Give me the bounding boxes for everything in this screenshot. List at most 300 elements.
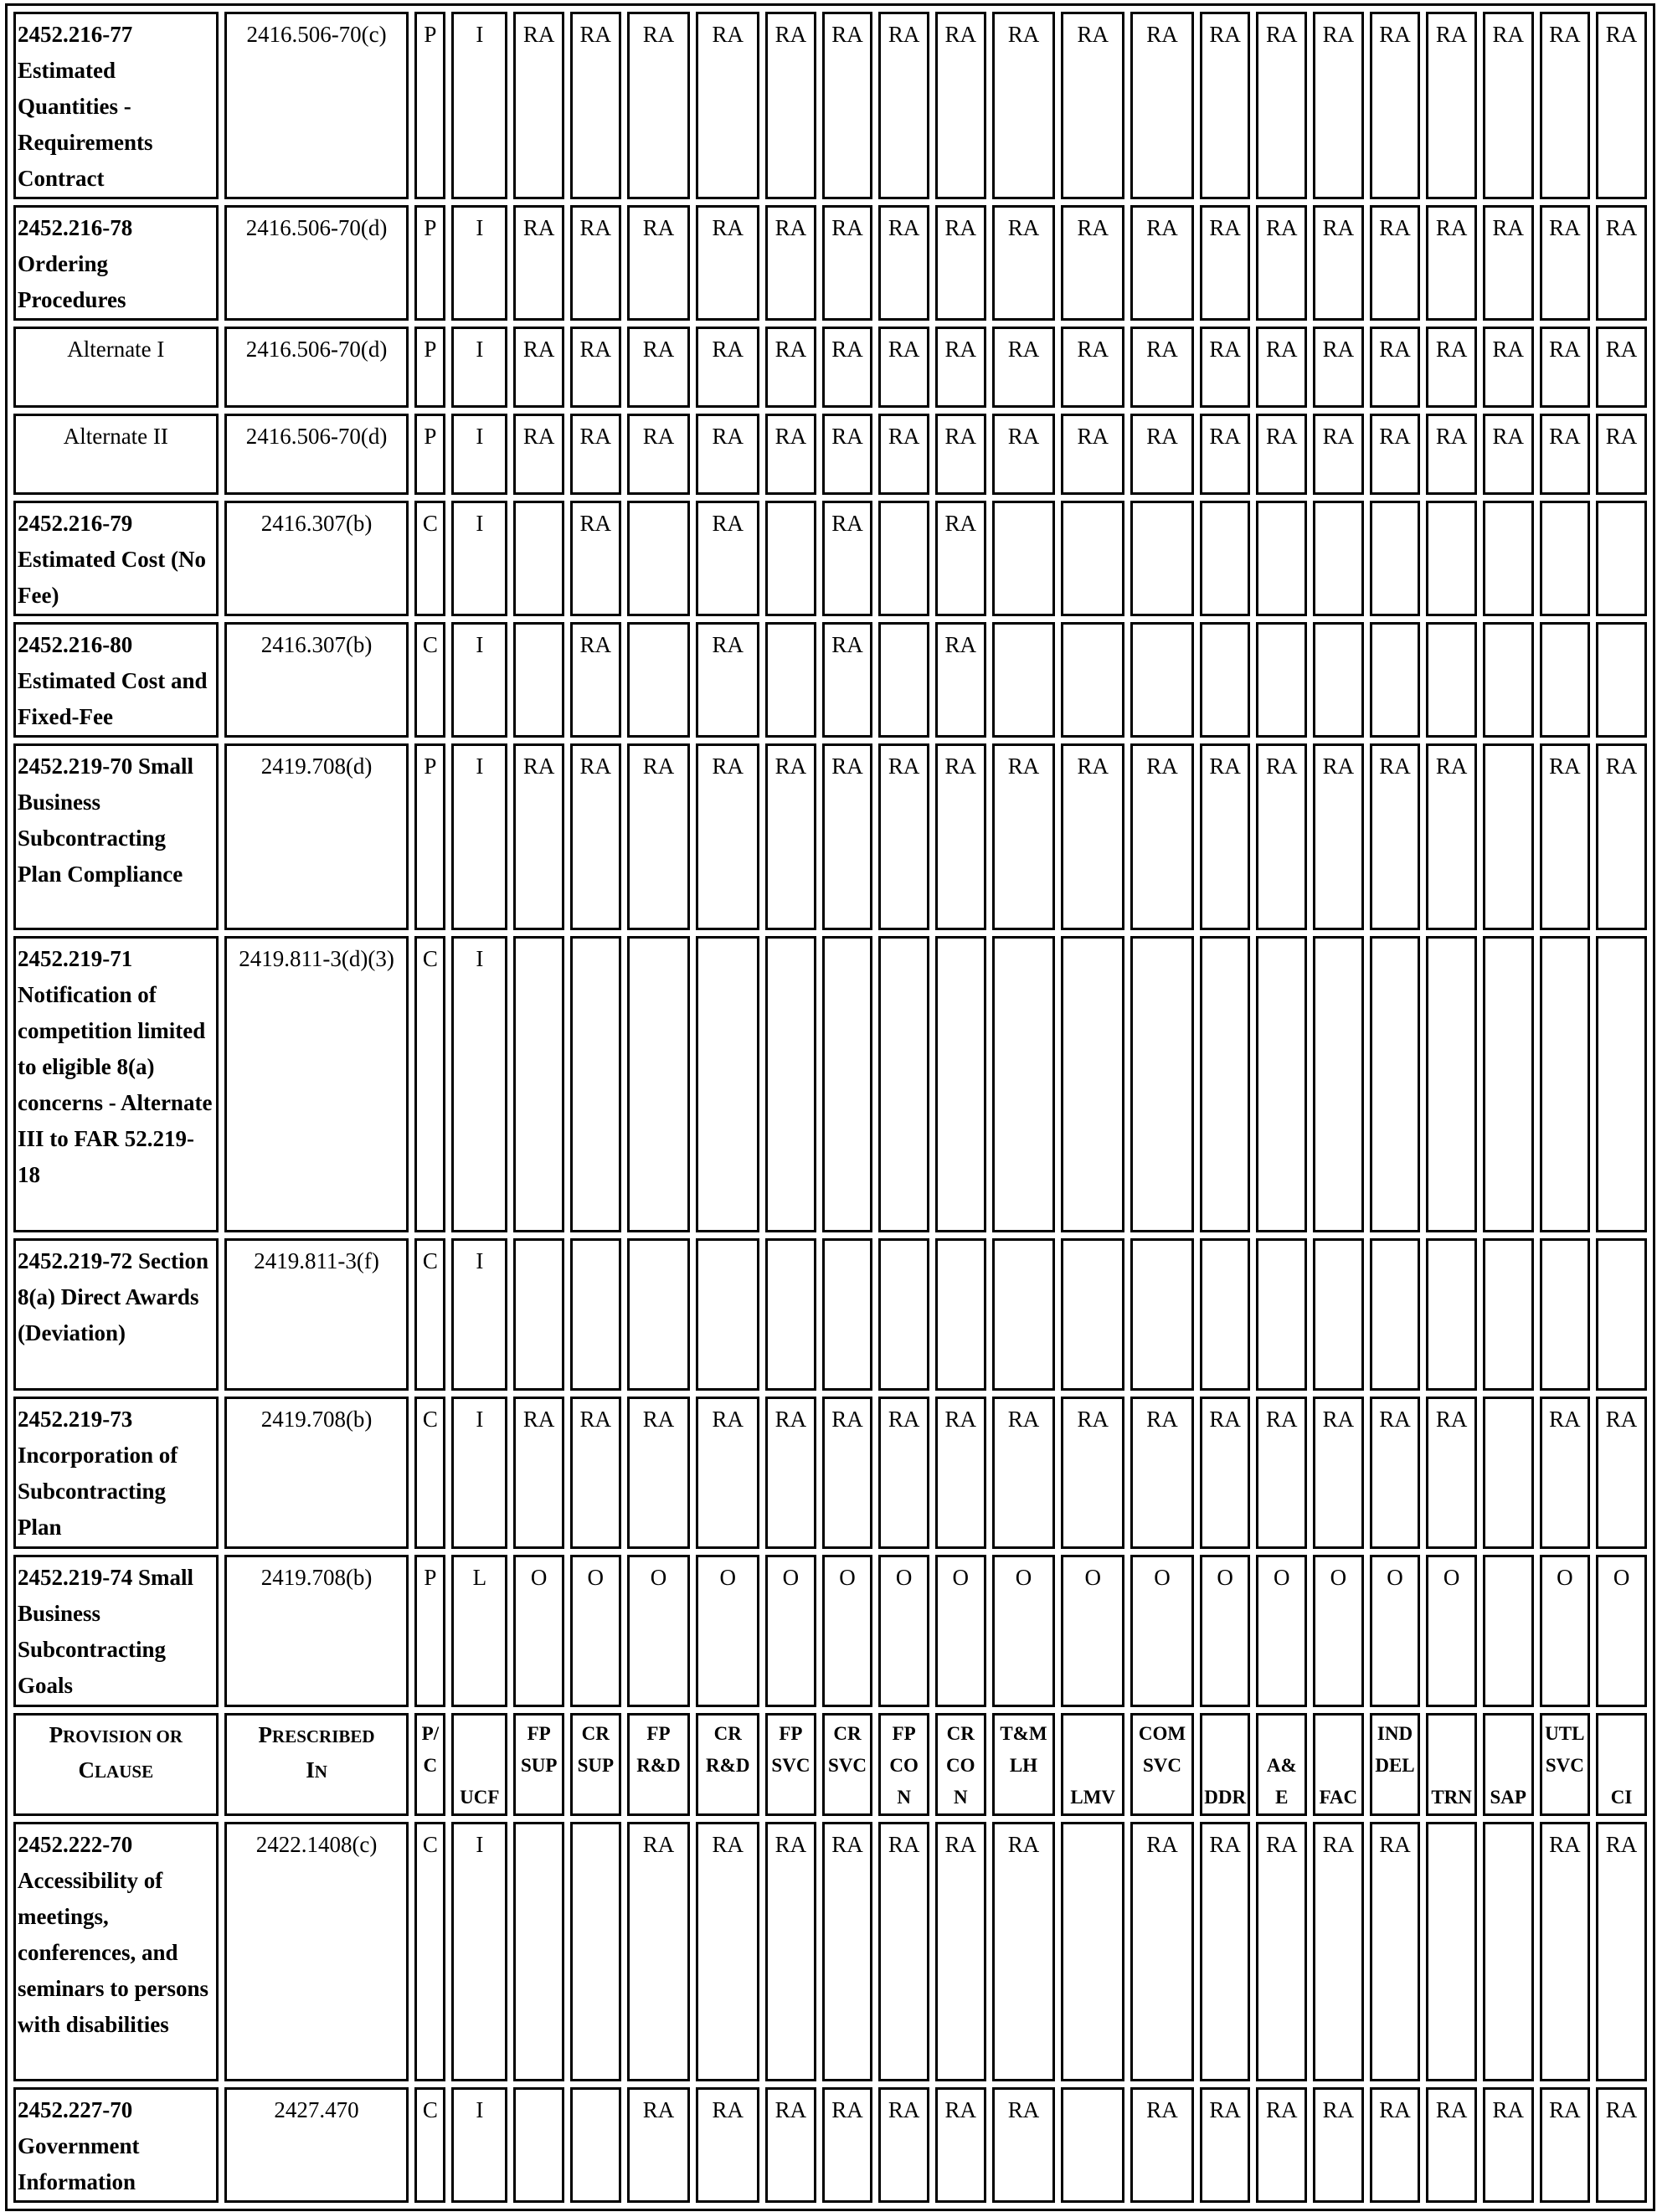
applicability-cell: RA: [1370, 12, 1421, 199]
applicability-cell: RA: [935, 1397, 986, 1549]
applicability-cell: RA: [765, 1822, 816, 2081]
header-provision-or-clause: PROVISION OR CLAUSE: [13, 1713, 219, 1816]
clause-row: [13, 1822, 1647, 2081]
clause-title: Section 8(a) Direct Awards (Deviation): [18, 1248, 208, 1345]
applicability-cell: RA: [1061, 414, 1124, 495]
applicability-cell: RA: [696, 501, 759, 616]
applicability-cell: RA: [822, 622, 873, 738]
clause-number: 2452.216-79: [18, 511, 133, 536]
header-tm-lh: T&M LH: [992, 1713, 1056, 1816]
applicability-cell: [1426, 1822, 1477, 2081]
prescribed-in-cell: 2416.506-70(d): [224, 205, 409, 321]
applicability-cell: RA: [1200, 414, 1251, 495]
applicability-cell: RA: [570, 1397, 621, 1549]
applicability-cell: RA: [935, 2087, 986, 2203]
applicability-cell: [1130, 501, 1194, 616]
applicability-cell: RA: [627, 743, 691, 930]
clause-number: 2452.222-70: [18, 1832, 133, 1857]
clause-row: [13, 936, 1647, 1232]
clause-row: [13, 12, 1647, 199]
clause-number: 2452.219-70: [18, 754, 133, 779]
applicability-cell: [513, 501, 564, 616]
header-cr-svc: CR SVC: [822, 1713, 873, 1816]
applicability-cell: [1256, 936, 1307, 1232]
applicability-cell: RA: [1061, 743, 1124, 930]
applicability-cell: RA: [1596, 414, 1647, 495]
applicability-cell: [1540, 936, 1591, 1232]
applicability-cell: RA: [935, 414, 986, 495]
header-sap: SAP: [1483, 1713, 1534, 1816]
clause-title: Notification of competition limited to eligible 8(a) concerns - Alternate III to FAR 52.219-18: [18, 982, 213, 1187]
applicability-cell: RA: [627, 2087, 691, 2203]
pc-cell: P: [414, 205, 445, 321]
clause-number: 2452.227-70: [18, 2097, 133, 2122]
applicability-cell: [1061, 1238, 1124, 1391]
clause-number: 2452.216-80: [18, 632, 133, 657]
applicability-cell: RA: [1313, 12, 1364, 199]
applicability-cell: RA: [513, 414, 564, 495]
applicability-cell: RA: [1200, 1397, 1251, 1549]
prescribed-in-cell: 2419.811-3(d)(3): [224, 936, 409, 1232]
applicability-cell: O: [992, 1555, 1056, 1707]
applicability-cell: RA: [570, 205, 621, 321]
applicability-cell: RA: [1256, 327, 1307, 408]
applicability-cell: RA: [765, 2087, 816, 2203]
applicability-cell: RA: [696, 2087, 759, 2203]
applicability-cell: [822, 936, 873, 1232]
clause-row: [13, 2087, 1647, 2203]
header-ae: A&E: [1256, 1713, 1307, 1816]
applicability-cell: RA: [1426, 743, 1477, 930]
applicability-cell: RA: [1061, 12, 1124, 199]
applicability-cell: [1483, 1238, 1534, 1391]
clause-cell: [13, 1238, 219, 1391]
applicability-cell: [992, 936, 1056, 1232]
ucf-cell: I: [451, 743, 507, 930]
applicability-cell: RA: [570, 414, 621, 495]
applicability-cell: [1426, 1238, 1477, 1391]
applicability-cell: RA: [935, 12, 986, 199]
applicability-cell: RA: [1370, 414, 1421, 495]
prescribed-in-cell: 2416.307(b): [224, 501, 409, 616]
applicability-cell: RA: [1200, 743, 1251, 930]
applicability-cell: RA: [1540, 327, 1591, 408]
prescribed-in-cell: 2422.1408(c): [224, 1822, 409, 2081]
applicability-cell: [1483, 501, 1534, 616]
prescribed-in-cell: 2419.708(d): [224, 743, 409, 930]
header-ddr: DDR: [1200, 1713, 1251, 1816]
clause-row: [13, 622, 1647, 738]
applicability-cell: [765, 501, 816, 616]
prescribed-in-cell: 2419.708(b): [224, 1397, 409, 1549]
applicability-cell: RA: [1130, 2087, 1194, 2203]
applicability-cell: RA: [696, 1822, 759, 2081]
applicability-cell: O: [878, 1555, 929, 1707]
applicability-cell: RA: [935, 205, 986, 321]
applicability-cell: RA: [627, 1397, 691, 1549]
applicability-cell: RA: [822, 2087, 873, 2203]
applicability-cell: RA: [935, 501, 986, 616]
applicability-cell: RA: [1426, 414, 1477, 495]
pc-cell: C: [414, 2087, 445, 2203]
header-ci: CI: [1596, 1713, 1647, 1816]
applicability-cell: [1483, 743, 1534, 930]
applicability-cell: RA: [1540, 2087, 1591, 2203]
applicability-cell: [1540, 622, 1591, 738]
applicability-cell: RA: [992, 743, 1056, 930]
applicability-cell: [935, 1238, 986, 1391]
applicability-cell: RA: [1256, 2087, 1307, 2203]
applicability-cell: RA: [1540, 205, 1591, 321]
applicability-cell: O: [1061, 1555, 1124, 1707]
applicability-cell: RA: [1256, 1397, 1307, 1549]
ucf-cell: I: [451, 2087, 507, 2203]
applicability-cell: RA: [1596, 1822, 1647, 2081]
clause-cell: [13, 501, 219, 616]
applicability-cell: O: [1596, 1555, 1647, 1707]
applicability-cell: RA: [513, 327, 564, 408]
applicability-cell: RA: [1061, 205, 1124, 321]
applicability-cell: [1483, 1822, 1534, 2081]
applicability-cell: RA: [1200, 12, 1251, 199]
clause-cell: [13, 1822, 219, 2081]
applicability-cell: [570, 1238, 621, 1391]
applicability-cell: RA: [1313, 205, 1364, 321]
applicability-cell: O: [696, 1555, 759, 1707]
clause-row: [13, 1238, 1647, 1391]
applicability-cell: [1370, 501, 1421, 616]
applicability-cell: RA: [1596, 205, 1647, 321]
applicability-cell: [1130, 622, 1194, 738]
header-ind-del: IND DEL: [1370, 1713, 1421, 1816]
header-fac: FAC: [1313, 1713, 1364, 1816]
applicability-cell: [1596, 1238, 1647, 1391]
applicability-cell: RA: [1130, 205, 1194, 321]
applicability-cell: [1061, 1822, 1124, 2081]
clause-number: 2452.216-77: [18, 22, 133, 47]
clause-cell: [13, 1397, 219, 1549]
applicability-cell: RA: [1540, 743, 1591, 930]
applicability-cell: RA: [1483, 12, 1534, 199]
applicability-cell: RA: [1596, 2087, 1647, 2203]
applicability-cell: RA: [1130, 1822, 1194, 2081]
applicability-cell: RA: [1426, 2087, 1477, 2203]
applicability-cell: RA: [1540, 1822, 1591, 2081]
applicability-cell: [1200, 622, 1251, 738]
clause-number: Alternate II: [63, 424, 168, 449]
clause-title: Estimated Cost (No Fee): [18, 547, 206, 608]
applicability-cell: O: [935, 1555, 986, 1707]
applicability-cell: RA: [1313, 1822, 1364, 2081]
applicability-cell: RA: [570, 12, 621, 199]
applicability-cell: RA: [935, 1822, 986, 2081]
prescribed-in-cell: 2419.811-3(f): [224, 1238, 409, 1391]
applicability-cell: [765, 936, 816, 1232]
applicability-cell: RA: [1426, 1397, 1477, 1549]
header-cr-sup: CR SUP: [570, 1713, 621, 1816]
applicability-cell: [1313, 1238, 1364, 1391]
applicability-cell: RA: [627, 414, 691, 495]
applicability-cell: [696, 936, 759, 1232]
applicability-cell: [1061, 501, 1124, 616]
applicability-cell: RA: [570, 622, 621, 738]
applicability-cell: RA: [1130, 743, 1194, 930]
header-fp-svc: FP SVC: [765, 1713, 816, 1816]
ucf-cell: L: [451, 1555, 507, 1707]
applicability-cell: O: [570, 1555, 621, 1707]
applicability-cell: [1313, 501, 1364, 616]
applicability-cell: RA: [696, 743, 759, 930]
header-lmv: LMV: [1061, 1713, 1124, 1816]
header-prescribed-in: PRESCRIBED IN: [224, 1713, 409, 1816]
applicability-cell: [627, 622, 691, 738]
applicability-cell: O: [1130, 1555, 1194, 1707]
clause-row: [13, 743, 1647, 930]
applicability-cell: RA: [765, 205, 816, 321]
pc-cell: C: [414, 1822, 445, 2081]
applicability-cell: RA: [696, 327, 759, 408]
pc-cell: P: [414, 327, 445, 408]
applicability-cell: O: [1313, 1555, 1364, 1707]
clause-cell: [13, 936, 219, 1232]
applicability-cell: RA: [696, 12, 759, 199]
ucf-cell: I: [451, 501, 507, 616]
applicability-cell: RA: [935, 743, 986, 930]
applicability-cell: [878, 501, 929, 616]
applicability-cell: RA: [822, 501, 873, 616]
header-ucf: UCF: [451, 1713, 507, 1816]
applicability-cell: RA: [1483, 205, 1534, 321]
clause-title: Estimated Quantities - Requirements Contract: [18, 58, 153, 191]
applicability-cell: RA: [1426, 12, 1477, 199]
applicability-cell: RA: [1483, 414, 1534, 495]
applicability-cell: [935, 936, 986, 1232]
applicability-cell: RA: [570, 501, 621, 616]
applicability-cell: [1200, 936, 1251, 1232]
clause-matrix-table: [5, 3, 1655, 2211]
applicability-cell: RA: [878, 414, 929, 495]
applicability-cell: RA: [878, 205, 929, 321]
applicability-cell: [878, 1238, 929, 1391]
applicability-cell: RA: [878, 12, 929, 199]
clause-row: [13, 414, 1647, 495]
applicability-cell: [1483, 1555, 1534, 1707]
clause-number: 2452.219-73: [18, 1407, 133, 1432]
ucf-cell: I: [451, 12, 507, 199]
clause-title: Incorporation of Subcontracting Plan: [18, 1443, 178, 1540]
applicability-cell: RA: [1596, 1397, 1647, 1549]
applicability-cell: RA: [765, 414, 816, 495]
applicability-cell: [1256, 622, 1307, 738]
ucf-cell: I: [451, 414, 507, 495]
applicability-cell: RA: [992, 12, 1056, 199]
applicability-cell: [1061, 936, 1124, 1232]
applicability-cell: [1483, 936, 1534, 1232]
applicability-cell: [1256, 501, 1307, 616]
applicability-cell: [1370, 936, 1421, 1232]
clause-row: [13, 1397, 1647, 1549]
applicability-cell: RA: [1370, 205, 1421, 321]
applicability-cell: RA: [1313, 2087, 1364, 2203]
applicability-cell: RA: [1370, 2087, 1421, 2203]
applicability-cell: RA: [513, 205, 564, 321]
applicability-cell: RA: [1370, 1822, 1421, 2081]
applicability-cell: RA: [822, 1397, 873, 1549]
applicability-cell: RA: [627, 12, 691, 199]
applicability-cell: RA: [1130, 1397, 1194, 1549]
applicability-cell: [1540, 1238, 1591, 1391]
header-com-svc: COM SVC: [1130, 1713, 1194, 1816]
applicability-cell: O: [1200, 1555, 1251, 1707]
applicability-cell: [1596, 622, 1647, 738]
applicability-cell: [878, 622, 929, 738]
applicability-cell: RA: [1370, 743, 1421, 930]
applicability-cell: RA: [696, 1397, 759, 1549]
applicability-cell: [1540, 501, 1591, 616]
pc-cell: P: [414, 12, 445, 199]
clause-title: Accessibility of meetings, conferences, and seminars to persons with disabilities: [18, 1868, 208, 2037]
applicability-cell: RA: [822, 205, 873, 321]
column-header-row: [13, 1713, 1647, 1816]
applicability-cell: [570, 2087, 621, 2203]
applicability-cell: RA: [1596, 12, 1647, 199]
applicability-cell: [513, 936, 564, 1232]
applicability-cell: RA: [570, 327, 621, 408]
applicability-cell: [1061, 2087, 1124, 2203]
applicability-cell: RA: [1426, 327, 1477, 408]
applicability-cell: RA: [1313, 414, 1364, 495]
applicability-cell: RA: [1130, 12, 1194, 199]
applicability-cell: RA: [1256, 414, 1307, 495]
clause-cell: [13, 743, 219, 930]
applicability-cell: RA: [878, 2087, 929, 2203]
pc-cell: P: [414, 743, 445, 930]
applicability-cell: [1596, 501, 1647, 616]
pc-cell: C: [414, 936, 445, 1232]
applicability-cell: [992, 622, 1056, 738]
applicability-cell: [513, 2087, 564, 2203]
applicability-cell: RA: [696, 414, 759, 495]
applicability-cell: [822, 1238, 873, 1391]
prescribed-in-cell: 2427.470: [224, 2087, 409, 2203]
applicability-cell: [1426, 622, 1477, 738]
applicability-cell: RA: [627, 1822, 691, 2081]
applicability-cell: [765, 622, 816, 738]
ucf-cell: I: [451, 205, 507, 321]
applicability-cell: [1256, 1238, 1307, 1391]
applicability-cell: RA: [1061, 327, 1124, 408]
regulation-matrix: [5, 3, 1655, 2211]
applicability-cell: RA: [992, 2087, 1056, 2203]
applicability-cell: RA: [878, 1397, 929, 1549]
applicability-cell: [513, 622, 564, 738]
applicability-cell: RA: [1200, 205, 1251, 321]
prescribed-in-cell: 2416.506-70(d): [224, 414, 409, 495]
ucf-cell: I: [451, 327, 507, 408]
clause-number: 2452.216-78: [18, 215, 133, 240]
clause-number: 2452.219-74: [18, 1565, 133, 1590]
applicability-cell: RA: [822, 1822, 873, 2081]
applicability-cell: RA: [1370, 1397, 1421, 1549]
applicability-cell: [627, 936, 691, 1232]
applicability-cell: RA: [1256, 1822, 1307, 2081]
applicability-cell: [1061, 622, 1124, 738]
header-utl-svc: UTL SVC: [1540, 1713, 1591, 1816]
applicability-cell: RA: [1130, 414, 1194, 495]
applicability-cell: RA: [1061, 1397, 1124, 1549]
clause-cell: [13, 327, 219, 408]
applicability-cell: RA: [992, 1397, 1056, 1549]
prescribed-in-cell: 2416.506-70(c): [224, 12, 409, 199]
applicability-cell: [992, 1238, 1056, 1391]
applicability-cell: RA: [1313, 327, 1364, 408]
applicability-cell: [1313, 936, 1364, 1232]
applicability-cell: RA: [1200, 1822, 1251, 2081]
pc-cell: C: [414, 1397, 445, 1549]
applicability-cell: RA: [1256, 743, 1307, 930]
clause-row: [13, 1555, 1647, 1707]
ucf-cell: I: [451, 1238, 507, 1391]
applicability-cell: [570, 936, 621, 1232]
applicability-cell: RA: [935, 622, 986, 738]
header-cr-con: CR CON: [935, 1713, 986, 1816]
applicability-cell: [1313, 622, 1364, 738]
clause-number: Alternate I: [67, 337, 165, 362]
applicability-cell: RA: [1313, 1397, 1364, 1549]
clause-cell: [13, 622, 219, 738]
header-fp-con: FP CON: [878, 1713, 929, 1816]
applicability-cell: RA: [992, 1822, 1056, 2081]
applicability-cell: RA: [992, 205, 1056, 321]
applicability-cell: [696, 1238, 759, 1391]
applicability-cell: RA: [1483, 327, 1534, 408]
applicability-cell: [1370, 1238, 1421, 1391]
header-fp-sup: FP SUP: [513, 1713, 564, 1816]
prescribed-in-cell: 2416.307(b): [224, 622, 409, 738]
prescribed-in-cell: 2416.506-70(d): [224, 327, 409, 408]
applicability-cell: O: [1256, 1555, 1307, 1707]
applicability-cell: [765, 1238, 816, 1391]
applicability-cell: [570, 1822, 621, 2081]
applicability-cell: [1483, 1397, 1534, 1549]
clause-number: 2452.219-71: [18, 946, 133, 971]
applicability-cell: RA: [513, 12, 564, 199]
clause-title: Government Information: [18, 2133, 140, 2194]
clause-row: [13, 501, 1647, 616]
header-cr-rd: CR R&D: [696, 1713, 759, 1816]
clause-title: Estimated Cost and Fixed-Fee: [18, 668, 208, 729]
clause-row: [13, 205, 1647, 321]
applicability-cell: [513, 1238, 564, 1391]
applicability-cell: RA: [627, 327, 691, 408]
applicability-cell: RA: [513, 743, 564, 930]
applicability-cell: RA: [1540, 1397, 1591, 1549]
applicability-cell: O: [822, 1555, 873, 1707]
applicability-cell: [992, 501, 1056, 616]
applicability-cell: [1130, 1238, 1194, 1391]
applicability-cell: [513, 1822, 564, 2081]
applicability-cell: RA: [765, 12, 816, 199]
applicability-cell: [1370, 622, 1421, 738]
applicability-cell: [1200, 501, 1251, 616]
applicability-cell: RA: [1483, 2087, 1534, 2203]
ucf-cell: I: [451, 1822, 507, 2081]
applicability-cell: O: [1426, 1555, 1477, 1707]
applicability-cell: RA: [878, 1822, 929, 2081]
applicability-cell: RA: [627, 205, 691, 321]
clause-cell: [13, 205, 219, 321]
applicability-cell: RA: [1256, 12, 1307, 199]
